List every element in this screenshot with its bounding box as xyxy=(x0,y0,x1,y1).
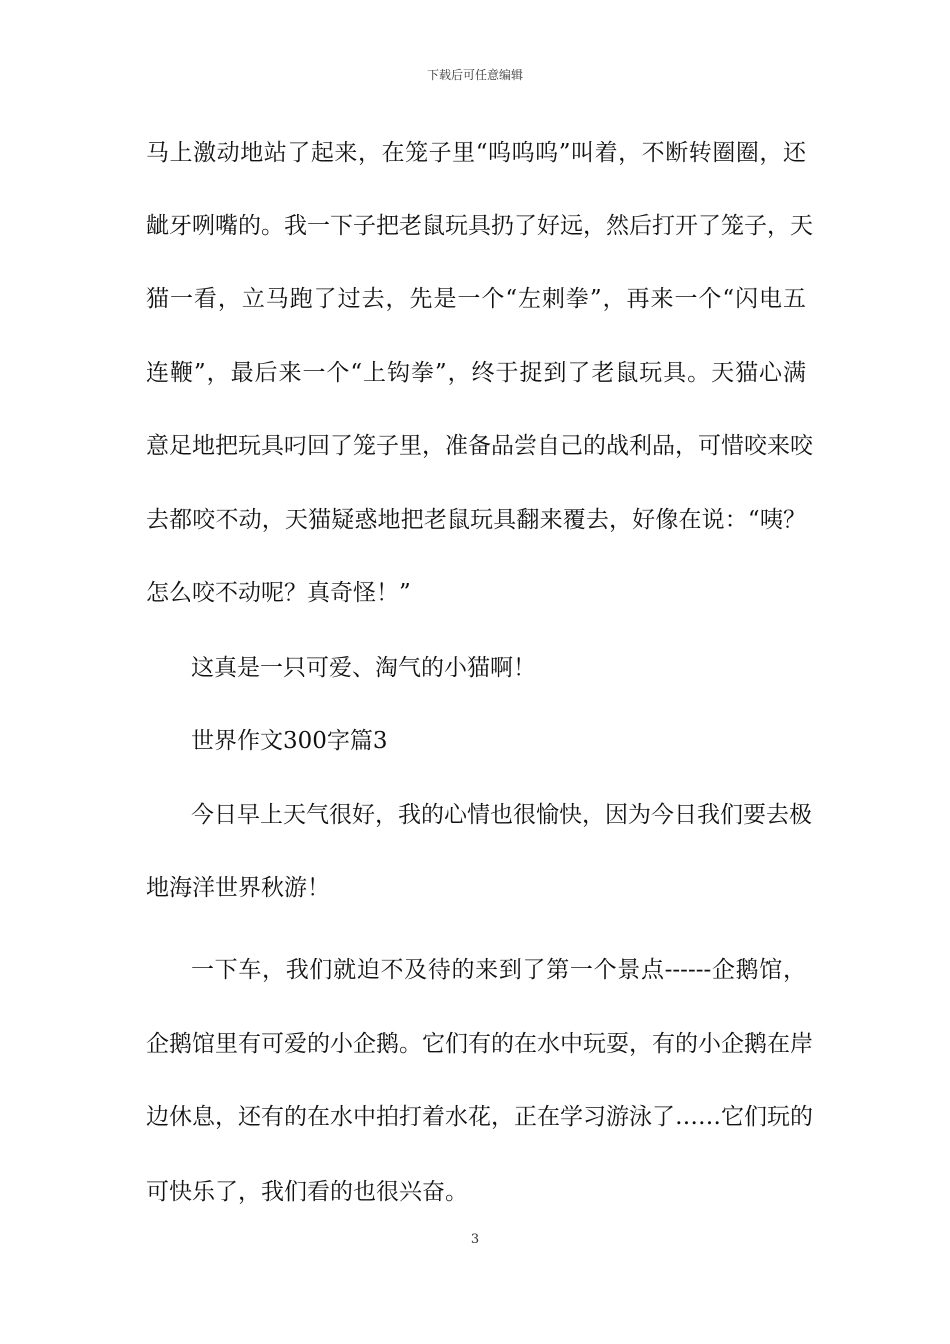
text-line: 意足地把玩具叼回了笼子里，准备品尝自己的战利品，可惜咬来咬 xyxy=(146,433,813,459)
text-line: 企鹅馆里有可爱的小企鹅。它们有的在水中玩耍，有的小企鹅在岸 xyxy=(146,1031,813,1057)
page-number: 3 xyxy=(470,1232,480,1247)
text-line: 猫一看，立马跑了过去，先是一个“左刺拳”，再来一个“闪电五 xyxy=(146,286,806,312)
text-line: 今日早上天气很好，我的心情也很愉快，因为今日我们要去极 xyxy=(191,802,812,828)
text-line: 马上激动地站了起来，在笼子里“呜呜呜”叫着，不断转圈圈，还 xyxy=(146,140,806,166)
text-line: 地海洋世界秋游！ xyxy=(146,875,330,901)
section-heading: 世界作文300字篇3 xyxy=(191,728,388,754)
text-line: 可快乐了，我们看的也很兴奋。 xyxy=(146,1179,468,1205)
page-header: 下载后可任意编辑 xyxy=(426,68,523,82)
text-line: 去都咬不动，天猫疑惑地把老鼠玩具翻来覆去，好像在说：“咦？ xyxy=(146,507,806,533)
text-line: 龇牙咧嘴的。我一下子把老鼠玩具扔了好远，然后打开了笼子，天 xyxy=(146,213,813,239)
text-line: 这真是一只可爱、淘气的小猫啊！ xyxy=(191,655,536,681)
text-line: 一下车，我们就迫不及待的来到了第一个景点------企鹅馆， xyxy=(191,957,806,983)
text-line: 边休息，还有的在水中拍打着水花，正在学习游泳了……它们玩的 xyxy=(146,1104,813,1130)
text-line: 怎么咬不动呢？真奇怪！” xyxy=(146,580,411,606)
text-line: 连鞭”，最后来一个“上钩拳”，终于捉到了老鼠玩具。天猫心满 xyxy=(146,360,806,386)
